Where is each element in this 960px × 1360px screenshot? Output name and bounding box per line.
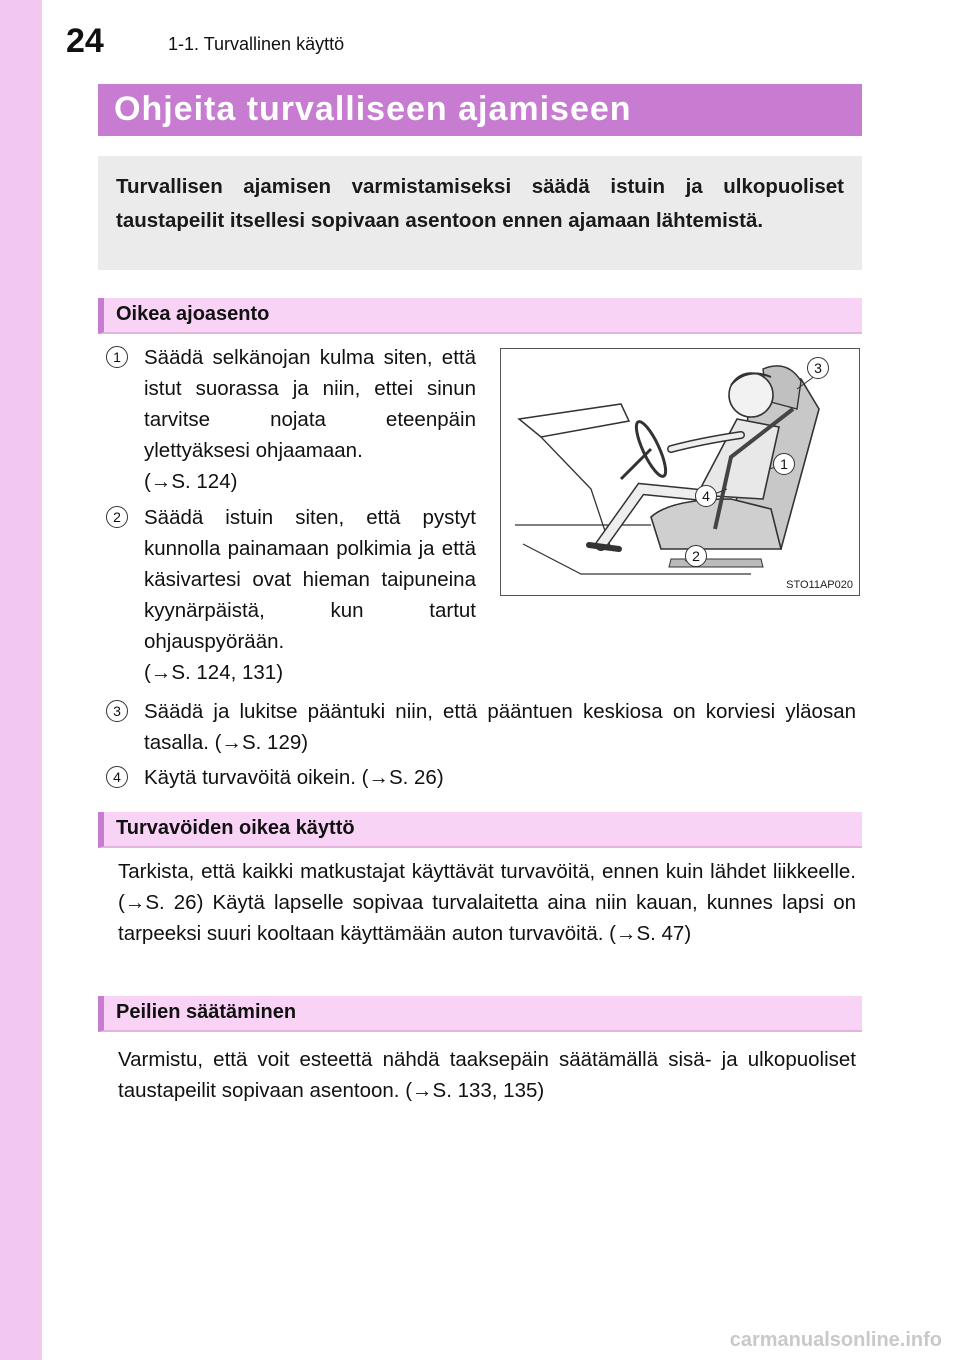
posture-item-3: Säädä ja lukitse pääntuki niin, että pääntuen keskiosa on korviesi yläosan tasalla. (→S. 129): [144, 700, 856, 754]
posture-item-4: Käytä turvavöitä oikein. (→S. 26): [144, 766, 444, 789]
item-number-1: 1: [106, 346, 128, 368]
callout-1: 1: [773, 453, 795, 475]
subhead-mirrors: [98, 996, 862, 1032]
watermark: carmanualsonline.info: [729, 1329, 942, 1351]
illustration-code: STO11AP020: [786, 579, 853, 591]
callout-2: 2: [685, 545, 707, 567]
posture-item-2-text: Säädä istuin siten, että pystyt kunnolla painamaan polkimia ja että käsivartesi ovat hieman taipuneina kyynärpäistä, kun tartut ohjauspyörään.: [144, 506, 476, 653]
page-number: 24: [66, 22, 104, 60]
driver-seat-drawing: [501, 349, 859, 595]
subhead-seatbelts: [98, 812, 862, 848]
posture-item-1-text: Säädä selkänojan kulma siten, että istut suorassa ja niin, ettei sinun tarvitse nojata eteenpäin ylettyäksesi ohjaamaan.: [144, 346, 476, 462]
subhead-seatbelts-label: Turvavöiden oikea käyttö: [116, 817, 355, 839]
intro-text: Turvallisen ajamisen varmistamiseksi säädä istuin ja ulkopuoliset taustapeilit itsellesi sopivaan asentoon ennen ajamaan lähtemistä.: [116, 175, 844, 232]
item-number-4: 4: [106, 766, 128, 788]
posture-item-1-ref: (→S. 124): [144, 470, 238, 493]
posture-item-2-ref: (→S. 124, 131): [144, 661, 284, 684]
title-banner: [98, 84, 862, 136]
driving-posture-illustration: [500, 348, 860, 596]
posture-item-2: [144, 502, 476, 688]
callout-4: 4: [695, 485, 717, 507]
item-number-2: 2: [106, 506, 128, 528]
subhead-posture: [98, 298, 862, 334]
page-title: Ohjeita turvalliseen ajamiseen: [114, 90, 632, 128]
intro-box: [98, 156, 862, 270]
subhead-posture-label: Oikea ajoasento: [116, 303, 270, 325]
callout-3: 3: [807, 357, 829, 379]
section-breadcrumb: 1-1. Turvallinen käyttö: [168, 34, 345, 54]
posture-item-1: [144, 342, 476, 497]
side-tab-strip: [0, 0, 42, 1360]
seatbelts-text: Tarkista, että kaikki matkustajat käyttävät turvavöitä, ennen kuin lähdet liikkeelle. (→S. 26) Käytä lapselle sopivaa turvalaitetta aina niin kauan, kunnes lapsi on tarpeeksi suuri kooltaan käyttämään auton turvavöitä. (→S. 47): [118, 860, 856, 945]
mirrors-text: Varmistu, että voit esteettä nähdä taaksepäin säätämällä sisä- ja ulkopuoliset taustapeilit sopivaan asentoon. (→S. 133, 135): [118, 1048, 856, 1102]
subhead-mirrors-label: Peilien säätäminen: [116, 1001, 297, 1023]
item-number-3: 3: [106, 700, 128, 722]
